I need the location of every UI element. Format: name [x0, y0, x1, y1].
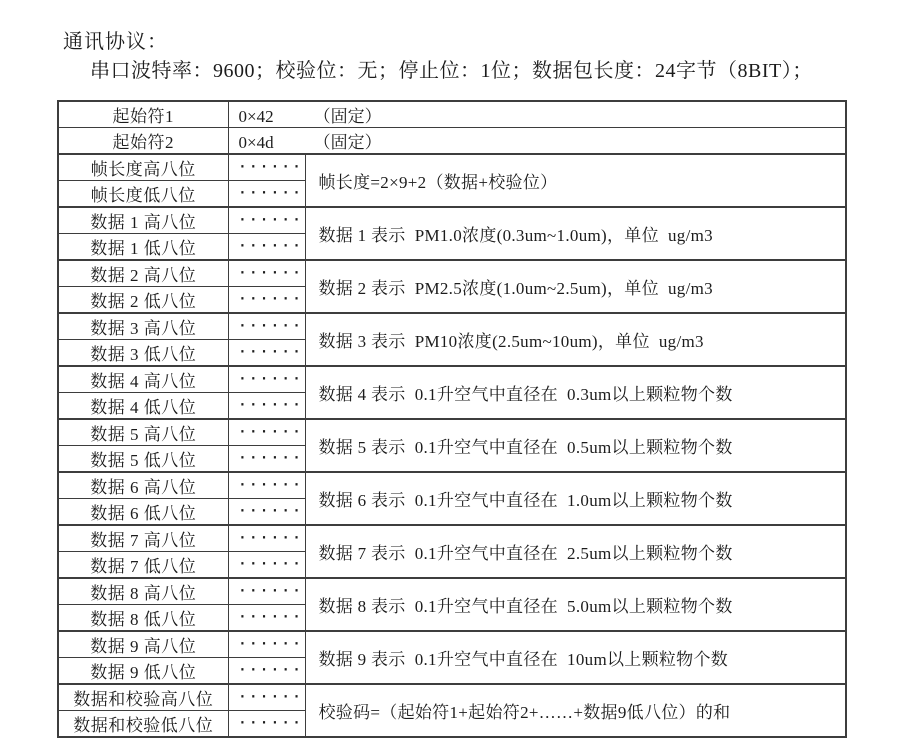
- field-label-low: 数据 7 低八位: [58, 552, 228, 579]
- field-description: 数据 3 表示 PM10浓度(2.5um~10um)，单位 ug/m3: [305, 313, 846, 366]
- table-row: [58, 525, 846, 552]
- field-label-low: 数据和校验低八位: [58, 711, 228, 738]
- field-value-high: ······: [228, 684, 305, 711]
- table-row: [58, 366, 846, 393]
- field-label-high: 数据 2 高八位: [58, 260, 228, 287]
- field-label-high: 数据 5 高八位: [58, 419, 228, 446]
- field-value: 0×42: [238, 107, 274, 126]
- field-value-cell: [228, 128, 846, 155]
- field-label-low: 数据 5 低八位: [58, 446, 228, 473]
- field-value-high: ······: [228, 525, 305, 552]
- field-description: 数据 8 表示 0.1升空气中直径在 5.0um以上颗粒物个数: [305, 578, 846, 631]
- doc-title: 通讯协议：: [63, 31, 168, 53]
- field-value-low: ······: [228, 446, 305, 473]
- field-value-high: ······: [228, 472, 305, 499]
- field-value-low: ······: [228, 393, 305, 420]
- protocol-table-body: [58, 101, 846, 737]
- field-label-low: 数据 8 低八位: [58, 605, 228, 632]
- field-value-low: ······: [228, 552, 305, 579]
- field-description: 数据 5 表示 0.1升空气中直径在 0.5um以上颗粒物个数: [305, 419, 846, 472]
- field-value-low: ······: [228, 499, 305, 526]
- field-label-low: 数据 6 低八位: [58, 499, 228, 526]
- field-label-high: 数据 9 高八位: [58, 631, 228, 658]
- field-description: 帧长度=2×9+2（数据+校验位）: [305, 154, 846, 207]
- field-description: 数据 7 表示 0.1升空气中直径在 2.5um以上颗粒物个数: [305, 525, 846, 578]
- table-row: [58, 154, 846, 181]
- field-description: 数据 1 表示 PM1.0浓度(0.3um~1.0um)，单位 ug/m3: [305, 207, 846, 260]
- field-label-low: 数据 9 低八位: [58, 658, 228, 685]
- table-row: [58, 631, 846, 658]
- field-description: 数据 6 表示 0.1升空气中直径在 1.0um以上颗粒物个数: [305, 472, 846, 525]
- field-value-high: ······: [228, 260, 305, 287]
- field-label: 起始符2: [58, 128, 228, 155]
- field-label-low: 数据 3 低八位: [58, 340, 228, 367]
- table-row: [58, 419, 846, 446]
- field-value-low: ······: [228, 181, 305, 208]
- field-value-low: ······: [228, 658, 305, 685]
- field-label: 起始符1: [58, 101, 228, 128]
- table-row: [58, 260, 846, 287]
- field-value-high: ······: [228, 578, 305, 605]
- table-row: [58, 313, 846, 340]
- field-label-high: 数据 1 高八位: [58, 207, 228, 234]
- field-label-high: 数据 3 高八位: [58, 313, 228, 340]
- field-value-low: ······: [228, 340, 305, 367]
- table-row: [58, 684, 846, 711]
- field-label-low: 数据 1 低八位: [58, 234, 228, 261]
- field-value-high: ······: [228, 154, 305, 181]
- table-row: [58, 472, 846, 499]
- protocol-table: [57, 100, 847, 738]
- field-value-high: ······: [228, 313, 305, 340]
- field-value-cell: [228, 101, 846, 128]
- doc-subtitle: 串口波特率：9600；校验位：无；停止位：1位；数据包长度：24字节（8BIT）；: [90, 60, 813, 82]
- field-label-high: 数据 6 高八位: [58, 472, 228, 499]
- field-label-low: 帧长度低八位: [58, 181, 228, 208]
- field-value-low: ······: [228, 711, 305, 738]
- field-value-high: ······: [228, 207, 305, 234]
- field-value: 0×4d: [238, 133, 274, 152]
- field-note: （固定）: [313, 107, 382, 126]
- table-row: [58, 207, 846, 234]
- field-description: 校验码=（起始符1+起始符2+……+数据9低八位）的和: [305, 684, 846, 737]
- field-value-low: ······: [228, 234, 305, 261]
- field-value-high: ······: [228, 366, 305, 393]
- field-label-high: 帧长度高八位: [58, 154, 228, 181]
- field-value-low: ······: [228, 287, 305, 314]
- field-label-high: 数据 8 高八位: [58, 578, 228, 605]
- field-label-high: 数据 7 高八位: [58, 525, 228, 552]
- field-label-high: 数据 4 高八位: [58, 366, 228, 393]
- field-label-low: 数据 2 低八位: [58, 287, 228, 314]
- field-label-high: 数据和校验高八位: [58, 684, 228, 711]
- field-description: 数据 4 表示 0.1升空气中直径在 0.3um以上颗粒物个数: [305, 366, 846, 419]
- table-row: [58, 128, 846, 155]
- field-label-low: 数据 4 低八位: [58, 393, 228, 420]
- table-row: [58, 101, 846, 128]
- field-note: （固定）: [313, 133, 382, 152]
- field-value-low: ······: [228, 605, 305, 632]
- field-description: 数据 9 表示 0.1升空气中直径在 10um以上颗粒物个数: [305, 631, 846, 684]
- field-description: 数据 2 表示 PM2.5浓度(1.0um~2.5um)，单位 ug/m3: [305, 260, 846, 313]
- table-row: [58, 578, 846, 605]
- field-value-high: ······: [228, 631, 305, 658]
- field-value-high: ······: [228, 419, 305, 446]
